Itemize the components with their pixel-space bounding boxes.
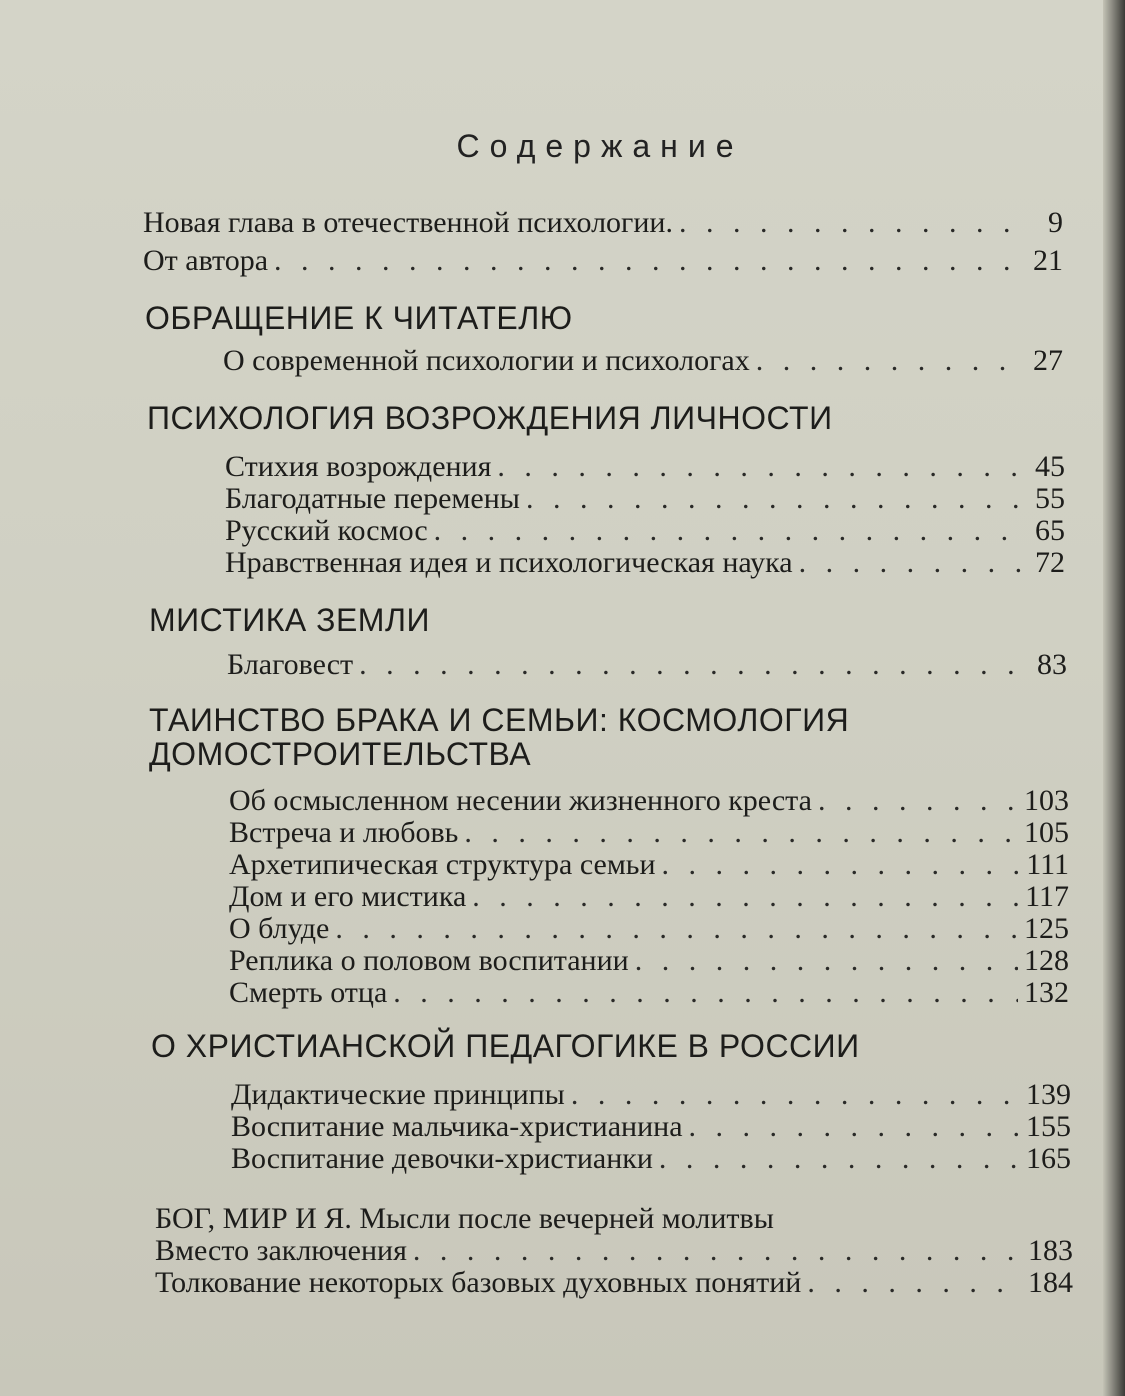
- entry-page: 45: [1035, 450, 1065, 483]
- entry-page: 155: [1026, 1110, 1071, 1143]
- entry-title: Стихия возрождения: [225, 450, 492, 483]
- leader-dots: [659, 1142, 1020, 1176]
- entry-title: Архетипическая структура семьи: [229, 848, 656, 881]
- entry-title: Воспитание девочки-христианки: [231, 1142, 653, 1175]
- entry-title: Об осмысленном несении жизненного креста: [229, 784, 812, 817]
- toc-entry[interactable]: [155, 1266, 1073, 1300]
- toc-entry[interactable]: [229, 880, 1069, 914]
- toc-entry[interactable]: [143, 206, 1063, 240]
- toc-entry[interactable]: [227, 648, 1067, 682]
- toc-entry[interactable]: [229, 912, 1069, 946]
- entry-page: 183: [1028, 1234, 1073, 1267]
- toc-entry[interactable]: [229, 848, 1069, 882]
- entry-title: Дом и его мистика: [229, 880, 467, 913]
- toc-entry[interactable]: [229, 784, 1069, 818]
- leader-dots: [497, 450, 1029, 484]
- section-heading: О ХРИСТИАНСКОЙ ПЕДАГОГИКЕ В РОССИИ: [151, 1028, 860, 1064]
- entry-page: 103: [1024, 784, 1069, 817]
- entry-page: 139: [1026, 1078, 1071, 1111]
- toc-entry[interactable]: [225, 546, 1065, 580]
- toc-entry[interactable]: [231, 1110, 1071, 1144]
- entry-title: От автора: [143, 244, 269, 277]
- leader-dots: [635, 944, 1018, 978]
- toc-entry[interactable]: [229, 976, 1069, 1010]
- final-heading: БОГ, МИР И Я. Мысли после вечерней молитвы: [155, 1202, 774, 1235]
- toc-entry[interactable]: [225, 514, 1065, 548]
- leader-dots: [434, 514, 1029, 548]
- toc-entry[interactable]: [225, 482, 1065, 516]
- entry-title: О блуде: [229, 912, 330, 945]
- toc-title: Содержание: [456, 128, 744, 164]
- entry-page: 83: [1037, 648, 1067, 681]
- entry-title: Смерть отца: [229, 976, 388, 1009]
- toc-entry[interactable]: [225, 450, 1065, 484]
- toc-entry[interactable]: [229, 816, 1069, 850]
- toc-entry[interactable]: [231, 1078, 1071, 1112]
- leader-dots: [756, 344, 1027, 378]
- leader-dots: [472, 880, 1019, 914]
- leader-dots: [274, 244, 1027, 278]
- entry-title: Воспитание мальчика-христианина: [231, 1110, 683, 1143]
- leader-dots: [689, 1110, 1020, 1144]
- entry-title: Новая глава в отечественной психологии.: [143, 206, 673, 239]
- leader-dots: [335, 912, 1018, 946]
- page-edge-shadow: [1103, 0, 1125, 1396]
- entry-page: 128: [1024, 944, 1069, 977]
- toc-entry[interactable]: [231, 1142, 1071, 1176]
- toc-entry[interactable]: [143, 244, 1063, 278]
- entry-title: Дидактические принципы: [231, 1078, 565, 1111]
- leader-dots: [679, 206, 1027, 240]
- leader-dots: [464, 816, 1018, 850]
- entry-title: Встреча и любовь: [229, 816, 459, 849]
- section-heading-continued: ДОМОСТРОИТЕЛЬСТВА: [149, 736, 532, 772]
- leader-dots: [818, 784, 1018, 818]
- entry-page: 132: [1024, 976, 1069, 1009]
- toc-entry[interactable]: [155, 1234, 1073, 1268]
- entry-page: 125: [1024, 912, 1069, 945]
- toc-entry[interactable]: [229, 944, 1069, 978]
- entry-page: 9: [1048, 206, 1063, 239]
- entry-title: Толкование некоторых базовых духовных понятий: [155, 1266, 802, 1299]
- entry-page: 55: [1035, 482, 1065, 515]
- entry-page: 27: [1033, 344, 1063, 377]
- leader-dots: [526, 482, 1029, 516]
- toc-entry[interactable]: [223, 344, 1063, 378]
- entry-page: 105: [1024, 816, 1069, 849]
- leader-dots: [359, 648, 1031, 682]
- entry-page: 65: [1035, 514, 1065, 547]
- entry-page: 165: [1026, 1142, 1071, 1175]
- entry-page: 117: [1025, 880, 1069, 913]
- entry-page: 21: [1033, 244, 1063, 277]
- entry-page: 111: [1026, 848, 1069, 881]
- leader-dots: [393, 976, 1018, 1010]
- leader-dots: [799, 546, 1029, 580]
- entry-title: Реплика о половом воспитании: [229, 944, 629, 977]
- entry-title: Вместо заключения: [155, 1234, 407, 1267]
- leader-dots: [662, 848, 1021, 882]
- entry-title: Благодатные перемены: [225, 482, 520, 515]
- entry-page: 72: [1035, 546, 1065, 579]
- entry-page: 184: [1028, 1266, 1073, 1299]
- leader-dots: [571, 1078, 1020, 1112]
- section-heading: ТАИНСТВО БРАКА И СЕМЬИ: КОСМОЛОГИЯ: [149, 702, 850, 738]
- entry-title: Русский космос: [225, 514, 428, 547]
- section-heading: ПСИХОЛОГИЯ ВОЗРОЖДЕНИЯ ЛИЧНОСТИ: [147, 400, 833, 436]
- entry-title: Благовест: [227, 648, 354, 681]
- leader-dots: [807, 1266, 1022, 1300]
- leader-dots: [413, 1234, 1022, 1268]
- entry-title: О современной психологии и психологах: [223, 344, 750, 377]
- entry-title: Нравственная идея и психологическая наука: [225, 546, 793, 579]
- section-heading: МИСТИКА ЗЕМЛИ: [149, 602, 430, 638]
- section-heading: ОБРАЩЕНИЕ К ЧИТАТЕЛЮ: [145, 300, 573, 336]
